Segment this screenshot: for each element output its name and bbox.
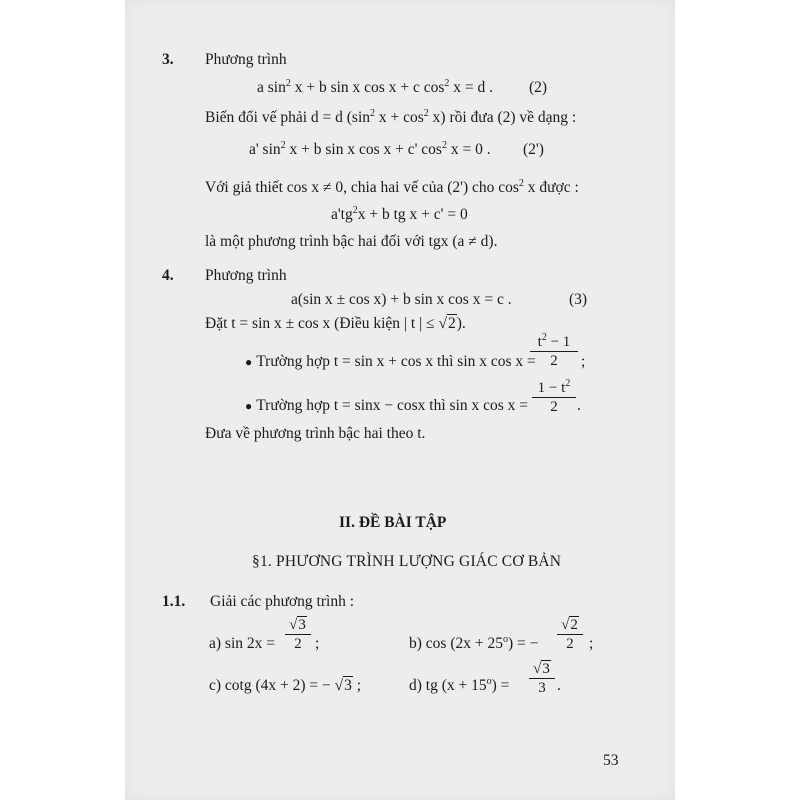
case-1-text: ● Trường hợp t = sin x + cos x thì sin x cos x = — [245, 353, 536, 370]
item-3-title: Phương trình — [205, 51, 287, 68]
exercise-1-1-prompt: Giải các phương trình : — [210, 593, 355, 610]
case-1-end: ; — [581, 353, 586, 370]
bullet-icon: ● — [245, 399, 253, 413]
book-page — [125, 0, 675, 800]
exercise-a-text: a) sin 2x = — [209, 635, 275, 652]
equation-3: a(sin x ± cos x) + b sin x cos x = c . — [291, 291, 512, 308]
item-3-number: 3. — [162, 51, 174, 68]
sqrt-2: √2 — [438, 315, 456, 332]
equation-2-tag: (2) — [529, 79, 548, 96]
assumption-sentence: Với giả thiết cos x ≠ 0, chia hai vế của (2') cho $\cos^2 x$ được : — [205, 177, 579, 196]
case-2-end: . — [577, 397, 581, 414]
case-2-fraction: $1 - t^2$ 2 — [532, 379, 576, 416]
substitution-sentence: Đặt t = sin x ± cos x (Điều kiện | t | ≤ √2). — [205, 315, 466, 332]
subsection-title: §1. PHƯƠNG TRÌNH LƯỢNG GIÁC CƠ BẢN — [252, 553, 562, 570]
item-4-final: Đưa về phương trình bậc hai theo t. — [205, 425, 426, 442]
item-4-title: Phương trình — [205, 267, 287, 284]
exercise-d-fraction: √3 3 — [529, 660, 555, 697]
tangent-equation: $a'tg^2x + b$ tg x + c' = 0 — [331, 204, 468, 223]
case-1-fraction: $t^2 - 1$ 2 — [530, 333, 578, 370]
item-3-conclusion: là một phương trình bậc hai đối với tgx (a ≠ d). — [205, 233, 498, 250]
exercise-a-fraction: √3 2 — [285, 616, 311, 653]
case-2-text: ● Trường hợp t = sinx − cosx thì sin x cos x = — [245, 397, 529, 414]
equation-3-tag: (3) — [569, 291, 588, 308]
page-number: 53 — [603, 752, 619, 769]
exercise-b-text: b) $\cos (2x + 25^o)$ = − — [409, 633, 539, 652]
exercise-d-end: . — [557, 677, 561, 694]
exercise-b-fraction: √2 2 — [557, 616, 583, 653]
section-title: II. ĐỀ BÀI TẬP — [339, 514, 447, 531]
equation-2-prime-tag: (2') — [523, 141, 544, 158]
exercise-b-end: ; — [589, 635, 594, 652]
exercise-c-text: c) cotg (4x + 2) = − √3 ; — [209, 677, 362, 694]
exercise-a-end: ; — [315, 635, 320, 652]
equation-2-prime: a' $\sin^2 x + b$ sin x cos x + c' $\cos^2 x = 0$ . — [249, 139, 491, 158]
transform-sentence: Biến đổi vế phải d = d ($\sin^2$ $x + \cos^2 x$) rồi đưa (2) về dạng : — [205, 107, 577, 126]
exercise-d-text: d) tg $(x + 15^o)$ = — [409, 675, 510, 694]
item-4-number: 4. — [162, 267, 174, 284]
bullet-icon: ● — [245, 355, 253, 369]
exercise-1-1-number: 1.1. — [162, 593, 186, 610]
equation-2: a $\sin^2 x + b$ sin x cos x + c $\cos^2 x = d$ . — [257, 77, 493, 96]
